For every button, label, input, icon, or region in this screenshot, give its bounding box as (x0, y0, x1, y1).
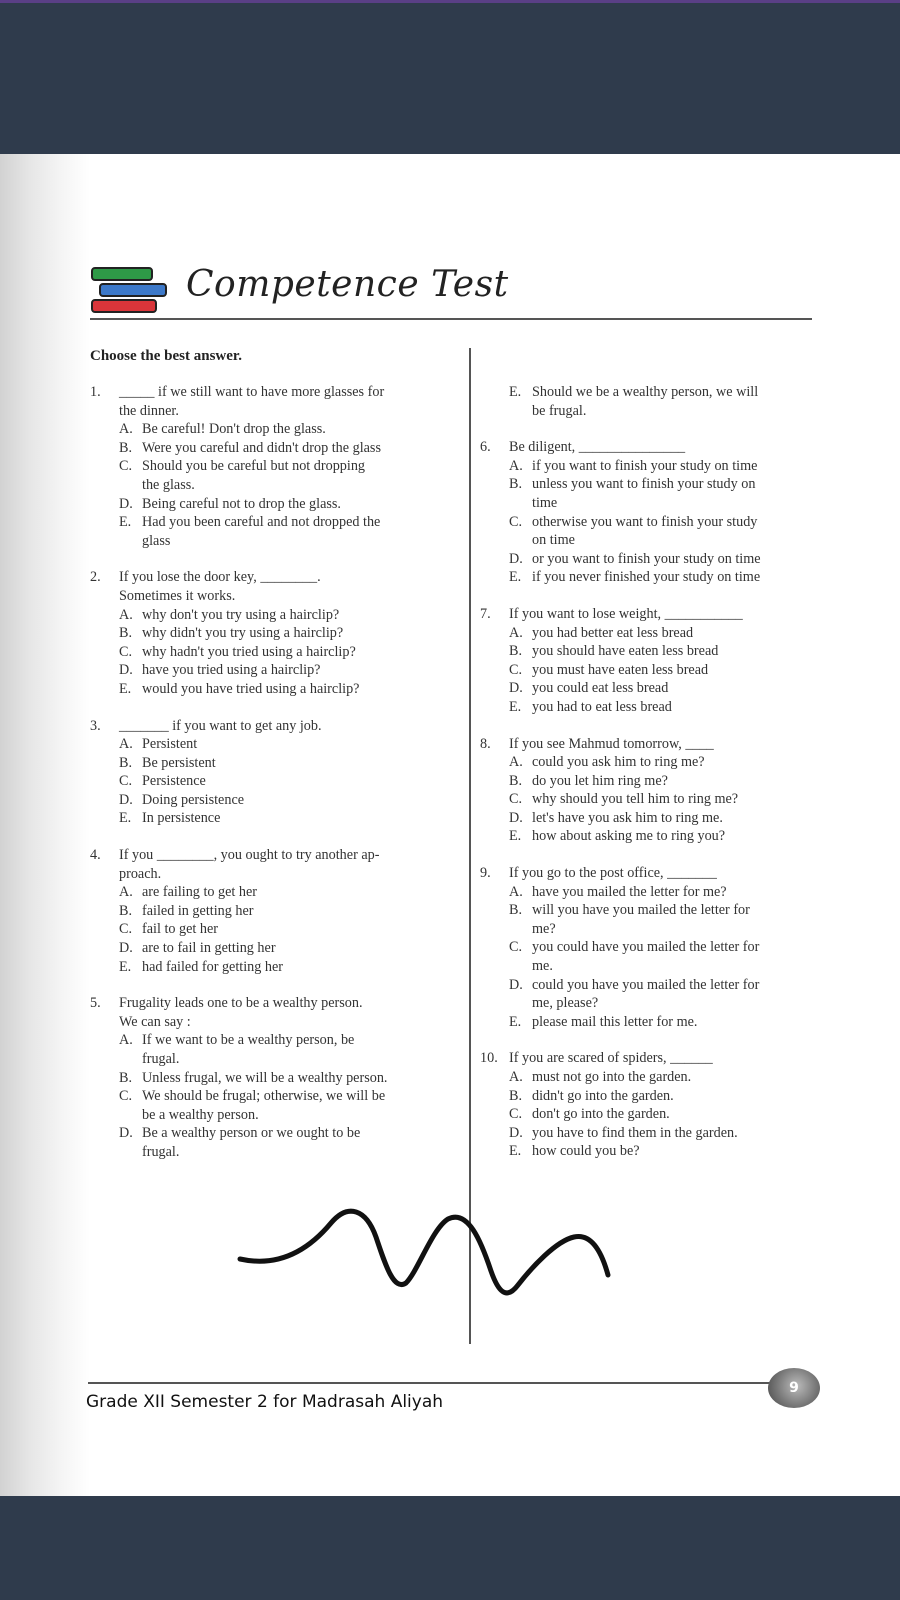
option-text: why don't you try using a hairclip? (142, 606, 340, 623)
option-letter: B. (119, 439, 133, 456)
answer-options (509, 457, 816, 587)
option-letter: C. (509, 513, 523, 530)
right-column (480, 383, 816, 1179)
answer-option (119, 958, 460, 977)
option-text-continued: me. (532, 958, 553, 975)
answer-option (119, 420, 460, 439)
answer-option (509, 809, 816, 828)
option-letter: B. (509, 476, 523, 493)
answer-option (509, 1087, 816, 1106)
answer-options (509, 883, 816, 1032)
option-letter: B. (119, 625, 133, 642)
option-text: if you want to finish your study on time (532, 457, 758, 474)
option-text: could you have you mailed the letter for (532, 976, 760, 993)
option-letter: A. (509, 883, 523, 900)
page-title: Competence Test (186, 264, 509, 305)
option-text-continued: glass (142, 532, 171, 549)
answer-option (119, 680, 460, 699)
option-letter: D. (509, 976, 523, 993)
left-column (90, 383, 460, 1180)
answer-option (119, 883, 460, 902)
question-text-line: proach. (119, 865, 162, 882)
option-letter: E. (119, 810, 132, 827)
answer-option (509, 698, 816, 717)
question (90, 568, 460, 698)
answer-option (509, 624, 816, 643)
option-letter: C. (509, 791, 523, 808)
question (90, 717, 460, 829)
question-number: 4. (90, 847, 101, 864)
option-letter: E. (509, 1013, 522, 1030)
option-letter: A. (119, 736, 133, 753)
option-letter: E. (509, 1143, 522, 1160)
option-text-continued: time (532, 494, 558, 511)
option-text: you had better eat less bread (532, 624, 694, 641)
question (480, 735, 816, 847)
option-text-continued: the glass. (142, 476, 195, 493)
option-text: We should be frugal; otherwise, we will be (142, 1088, 386, 1105)
answer-option (119, 809, 460, 828)
option-text: Be careful! Don't drop the glass. (142, 421, 326, 438)
answer-option (509, 550, 816, 569)
option-text: you must have eaten less bread (532, 661, 709, 678)
option-letter: C. (119, 643, 133, 660)
answer-option (509, 568, 816, 587)
option-letter: E. (509, 828, 522, 845)
option-text: you had to eat less bread (532, 698, 672, 715)
option-letter: B. (509, 643, 523, 660)
option-text: Be persistent (142, 754, 216, 771)
question-text-line: Be diligent, _______________ (509, 439, 686, 456)
option-text: otherwise you want to finish your study (532, 513, 758, 530)
answer-option (509, 1013, 816, 1032)
option-letter: E. (119, 514, 132, 531)
answer-option (119, 754, 460, 773)
option-letter: B. (119, 754, 133, 771)
answer-options (509, 1068, 816, 1161)
option-letter: A. (509, 754, 523, 771)
answer-option (119, 457, 460, 476)
option-text: or you want to finish your study on time (532, 550, 761, 567)
option-text: don't go into the garden. (532, 1106, 670, 1123)
answer-option (509, 513, 816, 532)
option-text: didn't go into the garden. (532, 1087, 674, 1104)
option-text: you should have eaten less bread (532, 643, 719, 660)
option-letter: B. (509, 1087, 523, 1104)
option-text: In persistence (142, 810, 221, 827)
books-icon (90, 266, 170, 316)
answer-options (509, 624, 816, 717)
option-text: Were you careful and didn't drop the glass (142, 439, 381, 456)
option-text: Should we be a wealthy person, we will (532, 384, 759, 400)
answer-option (509, 938, 816, 957)
answer-options (509, 383, 816, 420)
answer-options (119, 420, 460, 550)
option-letter: B. (509, 772, 523, 789)
option-text: Should you be careful but not dropping (142, 458, 366, 475)
option-text-continued: frugal. (142, 1143, 180, 1160)
option-text-continued: on time (532, 532, 575, 549)
answer-option (119, 772, 460, 791)
question (480, 864, 816, 1031)
option-letter: E. (509, 569, 522, 586)
top-bar (0, 0, 900, 154)
option-letter: E. (509, 698, 522, 715)
question-text-line: If you go to the post office, _______ (509, 865, 717, 882)
option-letter: C. (119, 458, 133, 475)
option-text-continued: frugal. (142, 1051, 180, 1067)
option-text: why hadn't you tried using a hairclip? (142, 643, 356, 660)
question (480, 605, 816, 717)
option-text: Had you been careful and not dropped the (142, 514, 381, 531)
question (480, 1049, 816, 1161)
option-letter: C. (119, 773, 133, 790)
option-letter: C. (509, 1106, 523, 1123)
question-number: 10. (480, 1050, 498, 1067)
question-number: 8. (480, 735, 491, 752)
question-text-line: If you want to lose weight, ___________ (509, 605, 743, 622)
answer-option (119, 439, 460, 458)
answer-option (509, 772, 816, 791)
option-text: Being careful not to drop the glass. (142, 495, 341, 512)
handwritten-signature (236, 1201, 626, 1311)
answer-option (119, 1069, 460, 1088)
answer-option (509, 753, 816, 772)
question-text-line: the dinner. (119, 402, 179, 419)
option-letter: B. (509, 902, 523, 919)
option-letter: D. (509, 550, 523, 567)
option-letter: D. (119, 495, 133, 512)
question-number: 7. (480, 605, 491, 622)
option-text-continued: be a wealthy person. (142, 1106, 259, 1123)
option-text: had failed for getting her (142, 958, 284, 975)
question (90, 846, 460, 976)
answer-options (119, 735, 460, 828)
answer-option (119, 513, 460, 532)
page-number-badge: 9 (768, 1368, 820, 1408)
answer-option (119, 643, 460, 662)
answer-option (119, 1031, 460, 1050)
option-letter: C. (509, 661, 523, 678)
answer-option (509, 976, 816, 995)
question (90, 994, 460, 1161)
option-text: Doing persistence (142, 791, 245, 808)
option-text: you have to find them in the garden. (532, 1124, 738, 1141)
question-number: 2. (90, 569, 101, 586)
question-number: 6. (480, 439, 491, 456)
option-letter: D. (509, 680, 523, 697)
question-number: 3. (90, 717, 101, 734)
answer-option (509, 827, 816, 846)
option-letter: E. (119, 680, 132, 697)
answer-option (119, 920, 460, 939)
option-text-continued: me? (532, 920, 556, 937)
option-letter: C. (119, 921, 133, 938)
option-text: have you mailed the letter for me? (532, 883, 727, 900)
option-text: must not go into the garden. (532, 1069, 692, 1085)
option-letter: A. (119, 606, 133, 623)
option-text: fail to get her (142, 921, 219, 938)
answer-option (119, 661, 460, 680)
answer-option (509, 679, 816, 698)
option-text: Persistent (142, 736, 198, 753)
section-header (90, 266, 812, 320)
answer-option (509, 1142, 816, 1161)
question-text-line: Frugality leads one to be a wealthy person. (119, 995, 363, 1012)
answer-options (119, 606, 460, 699)
question-number: 5. (90, 995, 101, 1012)
answer-option (119, 735, 460, 754)
option-letter: A. (509, 1069, 523, 1085)
question-text-line: If you ________, you ought to try another ap- (119, 847, 380, 864)
option-text: are to fail in getting her (142, 940, 276, 957)
option-letter: A. (119, 884, 133, 901)
answer-option (119, 1124, 460, 1143)
option-letter: A. (509, 457, 523, 474)
answer-option (509, 1124, 816, 1143)
option-text: you could eat less bread (532, 680, 669, 697)
answer-option (119, 495, 460, 514)
question-text-line: If you are scared of spiders, ______ (509, 1050, 713, 1067)
answer-options (119, 883, 460, 976)
question (480, 438, 816, 587)
question (90, 383, 460, 550)
option-text: are failing to get her (142, 884, 258, 901)
question (480, 383, 816, 420)
document-page (0, 154, 900, 1496)
option-text: have you tried using a hairclip? (142, 662, 321, 679)
option-text: why didn't you try using a hairclip? (142, 625, 344, 642)
option-letter: D. (509, 809, 523, 826)
answer-option (509, 383, 816, 402)
question-number: 1. (90, 384, 101, 400)
option-text: you could have you mailed the letter for (532, 939, 760, 956)
option-text: If we want to be a wealthy person, be (142, 1032, 355, 1049)
answer-option (119, 1087, 460, 1106)
option-text: if you never finished your study on time (532, 569, 761, 586)
option-letter: D. (119, 662, 133, 679)
question-text-line: _____ if we still want to have more glasses for (119, 384, 385, 400)
option-text: failed in getting her (142, 902, 254, 919)
question-text-line: If you see Mahmud tomorrow, ____ (509, 735, 714, 752)
question-text-line: We can say : (119, 1013, 191, 1030)
option-letter: C. (509, 939, 523, 956)
option-text: how about asking me to ring you? (532, 828, 726, 845)
option-text-continued: be frugal. (532, 402, 587, 419)
option-letter: B. (119, 1069, 133, 1086)
option-letter: D. (119, 791, 133, 808)
column-divider (469, 348, 471, 1344)
answer-option (509, 642, 816, 661)
option-text: Persistence (142, 773, 206, 790)
answer-option (119, 791, 460, 810)
instruction-text: Choose the best answer. (90, 348, 242, 364)
footer-text: Grade XII Semester 2 for Madrasah Aliyah (86, 1392, 444, 1412)
option-text: do you let him ring me? (532, 772, 668, 789)
question-number: 9. (480, 865, 491, 882)
option-letter: D. (119, 940, 133, 957)
footer-rule (88, 1382, 812, 1384)
option-text: unless you want to finish your study on (532, 476, 756, 493)
question-text-line: If you lose the door key, ________. (119, 569, 321, 586)
answer-option (509, 901, 816, 920)
option-text: Unless frugal, we will be a wealthy person. (142, 1069, 388, 1086)
answer-option (509, 790, 816, 809)
option-letter: E. (509, 384, 522, 400)
bottom-bar (0, 1496, 900, 1600)
option-letter: D. (119, 1125, 133, 1142)
option-text: would you have tried using a hairclip? (142, 680, 360, 697)
option-letter: E. (119, 958, 132, 975)
option-text: will you have you mailed the letter for (532, 902, 750, 919)
answer-option (509, 661, 816, 680)
option-text-continued: me, please? (532, 995, 599, 1012)
option-letter: A. (119, 421, 133, 438)
answer-option (119, 624, 460, 643)
answer-option (509, 475, 816, 494)
option-letter: B. (119, 902, 133, 919)
answer-option (509, 457, 816, 476)
answer-option (509, 883, 816, 902)
question-text-line: Sometimes it works. (119, 587, 236, 604)
option-text: Be a wealthy person or we ought to be (142, 1125, 361, 1142)
option-text: why should you tell him to ring me? (532, 791, 739, 808)
option-text: how could you be? (532, 1143, 640, 1160)
question-text-line: _______ if you want to get any job. (119, 717, 322, 734)
option-text: let's have you ask him to ring me. (532, 809, 723, 826)
answer-option (509, 1105, 816, 1124)
answer-option (119, 939, 460, 958)
option-letter: C. (119, 1088, 133, 1105)
option-text: could you ask him to ring me? (532, 754, 705, 771)
answer-option (509, 1068, 816, 1087)
answer-options (119, 1031, 460, 1161)
answer-option (119, 606, 460, 625)
option-letter: A. (119, 1032, 133, 1049)
option-letter: D. (509, 1124, 523, 1141)
answer-option (119, 902, 460, 921)
answer-options (509, 753, 816, 846)
option-text: please mail this letter for me. (532, 1013, 698, 1030)
option-letter: A. (509, 624, 523, 641)
